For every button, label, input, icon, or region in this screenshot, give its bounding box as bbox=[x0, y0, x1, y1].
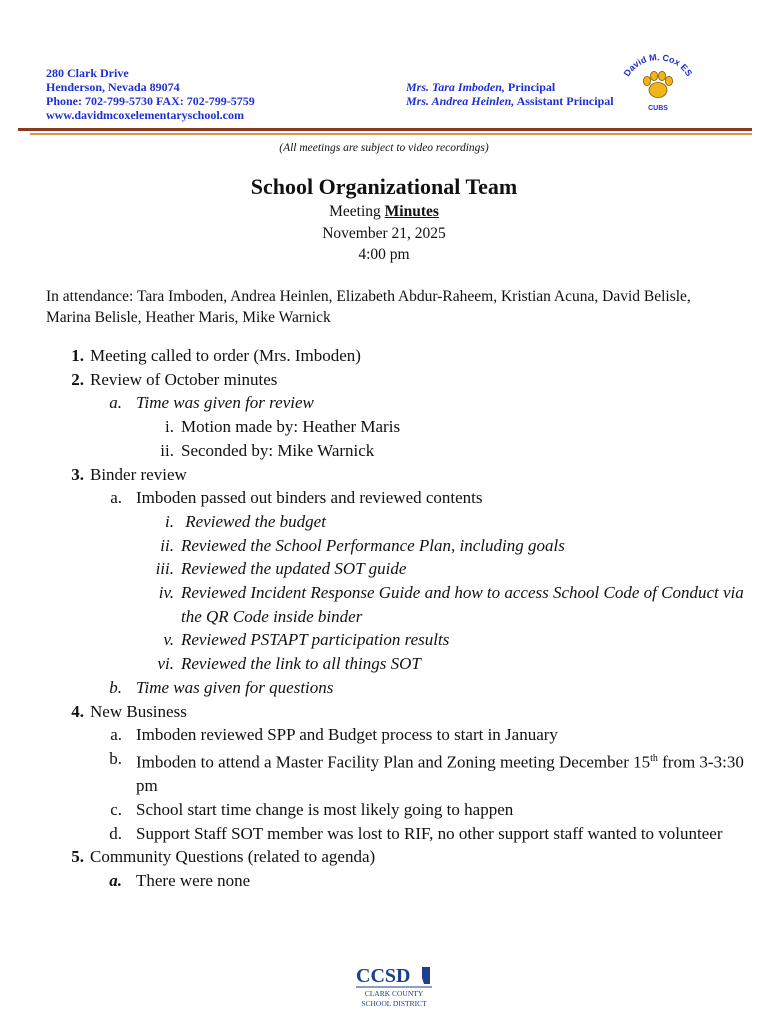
subsubitem-text: Reviewed PSTAPT participation results bbox=[181, 630, 450, 650]
subitem-text bbox=[46, 747, 746, 798]
street-address: 280 Clark Drive bbox=[46, 66, 129, 80]
subsubitem-text: Reviewed the updated SOT guide bbox=[181, 559, 407, 579]
subitem-letter: c. bbox=[110, 800, 122, 820]
nevada-state-icon bbox=[422, 967, 430, 984]
agenda-item-2 bbox=[46, 368, 746, 392]
school-website-link[interactable]: www.davidmcoxelementaryschool.com bbox=[46, 108, 244, 122]
subitem-text-post: from 3-3:30 pm bbox=[136, 752, 744, 796]
document-title: School Organizational Team bbox=[250, 174, 518, 199]
subsubitem-text: Reviewed the School Performance Plan, including goals bbox=[181, 535, 565, 555]
item-text: Meeting called to order (Mrs. Imboden) bbox=[90, 346, 361, 365]
meeting-date: November 21, 2025 bbox=[322, 225, 446, 242]
subitem-letter: a. bbox=[110, 488, 122, 508]
subitem-text: There were none bbox=[136, 871, 251, 891]
principal-role: Principal bbox=[504, 80, 556, 94]
ccsd-wordmark: CCSD bbox=[356, 965, 411, 987]
subitem-letter: b. bbox=[109, 748, 122, 768]
subitem-text: Time was given for review bbox=[136, 393, 314, 413]
subitem-text: School start time change is most likely going to happen bbox=[136, 800, 514, 820]
agenda-subsubitem bbox=[46, 581, 746, 628]
header-divider-light bbox=[30, 133, 752, 135]
subitem-text: Imboden reviewed SPP and Budget process to start in January bbox=[136, 725, 558, 745]
agenda-subitem bbox=[46, 486, 746, 510]
header-divider-dark bbox=[18, 128, 752, 131]
item-text: Community Questions (related to agenda) bbox=[90, 847, 376, 867]
agenda-subitem bbox=[46, 822, 746, 846]
agenda-subsubitem bbox=[46, 510, 746, 534]
item-text: New Business bbox=[90, 701, 187, 721]
ccsd-line-2: SCHOOL DISTRICT bbox=[361, 999, 427, 1008]
subsubitem-text: Reviewed the link to all things SOT bbox=[181, 654, 421, 674]
agenda-list bbox=[46, 344, 746, 893]
agenda-subsubitem bbox=[46, 439, 746, 463]
school-paw-logo bbox=[618, 52, 698, 114]
item-number: 2. bbox=[71, 369, 84, 389]
principal-name: Mrs. Tara Imboden, bbox=[406, 80, 505, 94]
phone-fax: Phone: 702-799-5730 FAX: 702-799-5759 bbox=[46, 94, 255, 108]
subsubitem-numeral: vi. bbox=[157, 654, 174, 674]
city-state: Henderson, Nevada 89074 bbox=[46, 80, 180, 94]
subitem-letter: a. bbox=[109, 871, 122, 891]
subsubitem-text: Seconded by: Mike Warnick bbox=[181, 440, 375, 460]
item-number: 1. bbox=[71, 346, 84, 365]
agenda-subsubitem bbox=[46, 652, 746, 676]
item-number: 4. bbox=[71, 701, 84, 721]
subitem-letter: b. bbox=[109, 677, 122, 697]
attendance-list: In attendance: Tara Imboden, Andrea Heinlen, Elizabeth Abdur-Raheem, Kristian Acuna, David Belisle, Marina Belisle, Heather Maris, Mike Warnick bbox=[46, 288, 691, 326]
meeting-prefix: Meeting bbox=[329, 203, 385, 220]
subsubitem-text: Reviewed Incident Response Guide and how to access School Code of Conduct via the QR Code inside binder bbox=[181, 583, 744, 626]
agenda-subsubitem bbox=[46, 534, 746, 558]
subsubitem-numeral: ii. bbox=[160, 535, 174, 555]
agenda-subitem bbox=[46, 747, 746, 798]
item-number: 3. bbox=[71, 464, 84, 484]
agenda-item-5 bbox=[46, 845, 746, 869]
agenda-item-3 bbox=[46, 463, 746, 487]
item-text: Review of October minutes bbox=[90, 369, 278, 389]
agenda-subsubitem bbox=[46, 628, 746, 652]
subsubitem-text: Reviewed the budget bbox=[181, 511, 326, 531]
subsubitem-text: Motion made by: Heather Maris bbox=[181, 417, 401, 437]
subsubitem-numeral: v. bbox=[163, 630, 174, 650]
ccsd-line-1: CLARK COUNTY bbox=[364, 989, 424, 998]
agenda-subsubitem bbox=[46, 557, 746, 581]
subsubitem-numeral: iv. bbox=[158, 583, 174, 603]
agenda-subsubitem bbox=[46, 415, 746, 439]
assistant-principal-role: Assistant Principal bbox=[514, 94, 614, 108]
agenda-item-1 bbox=[46, 344, 746, 368]
agenda-item-4 bbox=[46, 700, 746, 724]
item-text: Binder review bbox=[90, 464, 187, 484]
meeting-type bbox=[0, 202, 768, 222]
school-address-block bbox=[46, 66, 255, 122]
subitem-text: Time was given for questions bbox=[136, 677, 334, 697]
subitem-text: Imboden passed out binders and reviewed contents bbox=[136, 488, 483, 508]
subsubitem-numeral: i. bbox=[165, 511, 174, 531]
assistant-principal-line bbox=[406, 94, 614, 108]
agenda-subitem bbox=[46, 798, 746, 822]
principal-line bbox=[406, 80, 614, 94]
recording-note: (All meetings are subject to video recordings) bbox=[279, 142, 489, 154]
subitem-letter: a. bbox=[109, 393, 122, 413]
subitem-text-pre: Imboden to attend a Master Facility Plan and Zoning meeting December 15 bbox=[136, 752, 651, 772]
agenda-subitem bbox=[46, 723, 746, 747]
minutes-word: Minutes bbox=[384, 203, 439, 220]
subsubitem-numeral: i. bbox=[165, 417, 174, 437]
agenda-subitem bbox=[46, 869, 746, 893]
ccsd-logo bbox=[352, 962, 436, 1012]
ordinal-suffix: th bbox=[650, 752, 658, 764]
agenda-subitem bbox=[46, 391, 746, 415]
meeting-time: 4:00 pm bbox=[358, 246, 410, 263]
agenda-subitem bbox=[46, 676, 746, 700]
logo-school-name: David M. Cox ES bbox=[621, 52, 695, 79]
subsubitem-numeral: iii. bbox=[155, 559, 174, 579]
assistant-principal-name: Mrs. Andrea Heinlen, bbox=[406, 94, 515, 108]
administrators-block bbox=[406, 80, 614, 108]
logo-cubs-text: CUBS bbox=[648, 105, 668, 112]
subitem-letter: d. bbox=[109, 823, 122, 843]
svg-text:David M. Cox ES bbox=[622, 52, 695, 78]
subitem-text: Support Staff SOT member was lost to RIF, no other support staff wanted to volunteer bbox=[136, 823, 723, 843]
subitem-letter: a. bbox=[110, 725, 122, 745]
item-number: 5. bbox=[71, 847, 84, 867]
subsubitem-numeral: ii. bbox=[160, 440, 174, 460]
